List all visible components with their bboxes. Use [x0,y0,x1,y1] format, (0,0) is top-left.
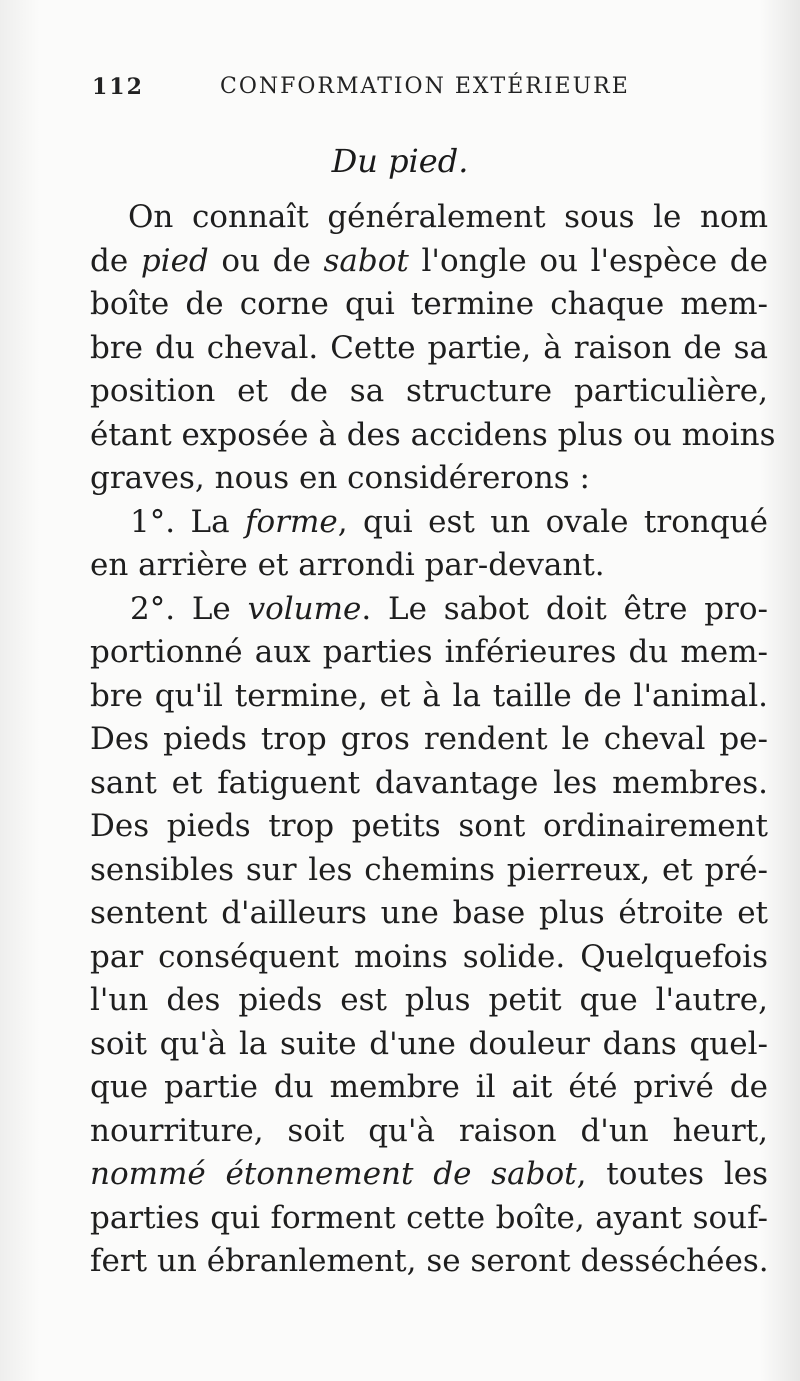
text-line: fert un ébranlement, se seront desséchées. [90,1243,769,1279]
text-line: 1°. La forme, qui est un ovale tronqué [130,503,768,540]
text-line: sant et fatiguent davantage les membres. [90,764,768,801]
text-line: Des pieds trop gros rendent le cheval pe- [90,721,768,757]
text-line: que partie du membre il ait été privé de [90,1069,768,1105]
text-line: boîte de corne qui termine chaque mem- [90,286,768,322]
text-line: nourriture, soit qu'à raison d'un heurt, [90,1112,768,1149]
page-header [92,74,692,114]
running-head: CONFORMATION EXTÉRIEURE [220,74,630,99]
italic-term: pied [140,242,209,279]
text-line: On connaît généralement sous le nom [128,199,768,235]
text-line: sentent d'ailleurs une base plus étroite et [90,895,768,931]
text-line: de pied ou de sabot l'ongle ou l'espèce de [90,242,768,279]
text-line: Des pieds trop petits sont ordinairement [90,808,768,844]
text-line: parties qui forment cette boîte, ayant souf- [90,1199,768,1236]
text-line: l'un des pieds est plus petit que l'autre, [90,982,768,1018]
text-line: par conséquent moins solide. Quelquefois [90,938,768,975]
italic-term: volume [247,590,362,627]
section-title: Du pied. [331,142,469,180]
body-text [90,196,776,1284]
text-line: bre du cheval. Cette partie, à raison de sa [90,329,768,366]
text-line: graves, nous en considérerons : [90,460,590,496]
text-line: bre qu'il termine, et à la taille de l'animal. [90,677,768,714]
text-line: étant exposée à des accidens plus ou moins [90,416,776,453]
italic-term: nommé étonnement de sabot [90,1156,577,1192]
page-number: 112 [92,74,144,100]
text-line: portionné aux parties inférieures du mem- [90,634,768,670]
text-line: en arrière et arrondi par-devant. [90,547,605,583]
text-line: position et de sa structure particulière, [90,373,768,409]
italic-term: sabot [323,242,409,279]
text-line: nommé étonnement de sabot, toutes les [90,1156,768,1192]
text-line: sensibles sur les chemins pierreux, et pré- [90,851,768,888]
italic-term: forme [244,503,338,540]
text-line: soit qu'à la suite d'une douleur dans quel- [90,1025,768,1062]
text-line: 2°. Le volume. Le sabot doit être pro- [130,590,769,627]
